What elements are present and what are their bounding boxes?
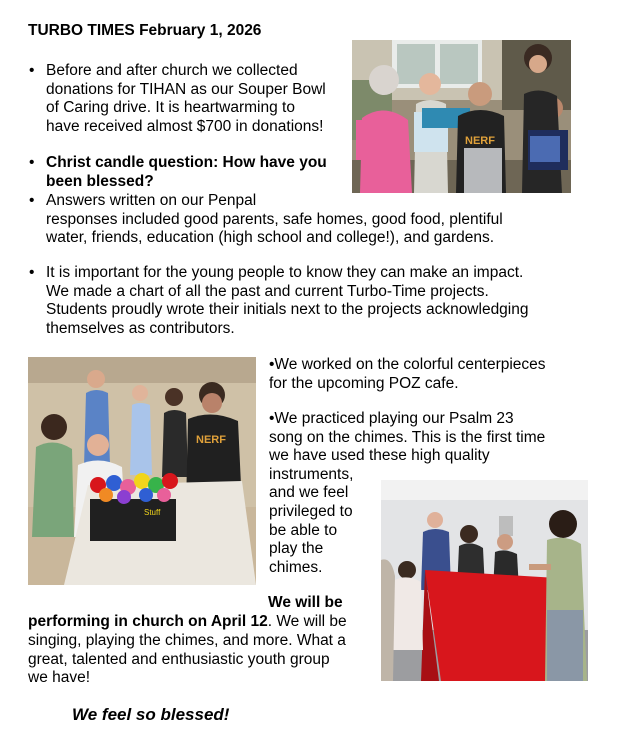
text-line: Answers written on our Penpal <box>46 192 257 209</box>
centerpiece-group-photo <box>28 357 256 585</box>
bullet-marker: • <box>29 192 35 209</box>
bullet-marker: • <box>29 62 35 79</box>
centerpiece-photo-art <box>28 357 256 585</box>
text-line: singing, playing the chimes, and more. What a <box>28 632 346 649</box>
text-line: We made a chart of all the past and current Turbo-Time projects. <box>46 282 489 300</box>
closing-line: We feel so blessed! <box>72 705 230 724</box>
performing-bold: performing in church on April 12 <box>28 613 268 630</box>
text-line: privileged to <box>269 502 353 520</box>
text-line: great, talented and enthusiastic youth group <box>28 650 330 668</box>
performing-paragraph <box>28 632 346 688</box>
box-logo-text: Stuff <box>144 508 161 517</box>
text-line: song on the chimes. This is the first time <box>269 428 546 446</box>
text-line: donations for TIHAN as our Souper Bowl <box>46 80 326 98</box>
donation-photo-art <box>352 40 571 193</box>
text-line: we have! <box>28 669 91 687</box>
text-line: we have used these high quality <box>269 447 490 465</box>
impact-paragraph <box>46 264 529 338</box>
text-line: responses included good parents, safe homes, good food, plentiful <box>46 210 503 228</box>
text-line: of Caring drive. It is heartwarming to <box>46 99 295 117</box>
penpal-paragraph <box>46 192 503 248</box>
donation-group-photo <box>352 40 571 193</box>
bullet-marker: • <box>29 154 35 171</box>
text-line: Before and after church we collected <box>46 62 298 79</box>
centerpieces-paragraph <box>269 356 546 393</box>
chimes-practice-photo <box>381 480 588 681</box>
text-line: Christ candle question: How have you <box>46 154 327 171</box>
text-line: •We practiced playing our Psalm 23 <box>269 410 514 427</box>
candle-question <box>46 154 327 191</box>
text-line: Students proudly wrote their initials next to the projects acknowledging <box>46 301 529 319</box>
performing-rest: . We will be <box>267 613 347 630</box>
text-line: and we feel <box>269 484 349 502</box>
text-line: play the <box>269 540 324 558</box>
text-line: themselves as contributors. <box>46 319 235 337</box>
text-line: instruments, <box>269 465 354 483</box>
shirt-logo-text: NERF <box>196 434 226 446</box>
text-line: •We worked on the colorful centerpieces <box>269 356 546 373</box>
text-line: chimes. <box>269 558 323 576</box>
text-line: for the upcoming POZ cafe. <box>269 374 459 392</box>
performing-lead: We will be <box>268 594 343 611</box>
newsletter-title: TURBO TIMES February 1, 2026 <box>28 22 262 39</box>
text-line: have received almost $700 in donations! <box>46 117 324 135</box>
bullet-marker: • <box>29 264 35 281</box>
performing-line <box>28 613 347 632</box>
text-line: It is important for the young people to know they can make an impact. <box>46 264 524 281</box>
text-line: water, friends, education (high school and college!), and gardens. <box>46 229 495 247</box>
text-line: be able to <box>269 521 338 539</box>
donations-paragraph <box>46 62 326 136</box>
chimes-photo-art <box>381 480 588 681</box>
text-line: been blessed? <box>46 172 154 190</box>
shirt-logo-text: NERF <box>465 135 495 147</box>
